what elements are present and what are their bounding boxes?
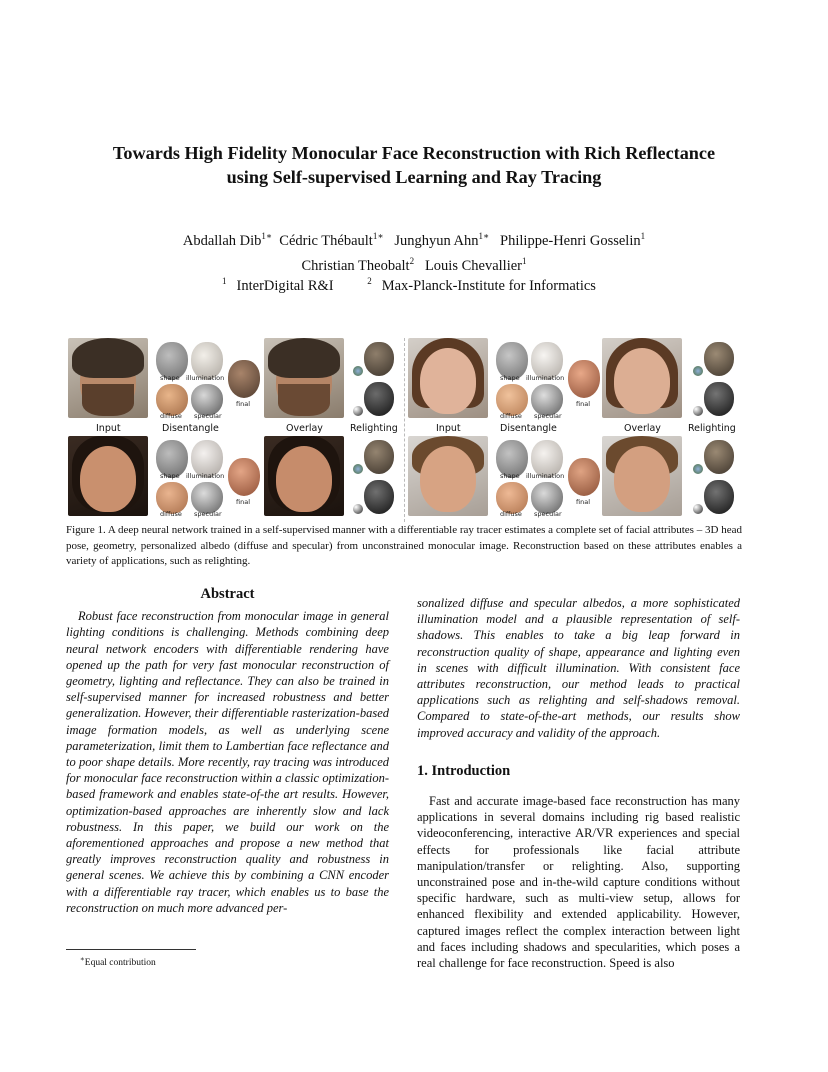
- figure-panel-top-right: [408, 338, 741, 428]
- overlay-caption: Overlay: [624, 423, 661, 434]
- input-caption: Input: [96, 423, 121, 434]
- figure-divider: [404, 338, 406, 522]
- abstract-heading: Abstract: [200, 586, 255, 602]
- relighting-caption: Relighting: [350, 423, 398, 434]
- relit-render: [364, 480, 394, 514]
- illumination-label: illumination: [526, 472, 565, 480]
- input-photo: [408, 338, 488, 418]
- diffuse-label: diffuse: [500, 412, 522, 420]
- input-photo: [68, 436, 148, 516]
- env-map-sphere: [353, 406, 363, 416]
- relit-render: [704, 440, 734, 474]
- final-render: [568, 360, 600, 398]
- left-column: [66, 586, 389, 916]
- figure-panel-top-left: [66, 338, 399, 428]
- paper-title: Towards High Fidelity Monocular Face Reconstruction with Rich Reflectance using Self-supervised Learning and Ray Tracing: [112, 143, 716, 187]
- author: Philippe-Henri Gosselin$^1$: [500, 231, 646, 249]
- specular-label: specular: [194, 412, 222, 420]
- relit-render: [364, 440, 394, 474]
- specular-label: specular: [534, 510, 562, 518]
- shape-label: shape: [500, 472, 520, 480]
- disentangle-caption: Disentangle: [162, 423, 219, 434]
- section-heading-introduction: 1. Introduction: [417, 762, 511, 779]
- env-map-sphere: [353, 464, 363, 474]
- diffuse-label: diffuse: [160, 412, 182, 420]
- specular-label: specular: [194, 510, 222, 518]
- overlay-photo: [602, 436, 682, 516]
- diffuse-label: diffuse: [160, 510, 182, 518]
- env-map-sphere: [353, 366, 363, 376]
- shape-label: shape: [500, 374, 520, 382]
- figure-caption: Figure 1. A deep neural network trained in a self-supervised manner with a differentiable ray tracer estimates a complete set of facial attributes – 3D head pose, geometry, personalized albedo (diffuse and specular) from unconstrained monocular image. Reconstruction based on these attributes enables a variety of applications, such as relighting.: [66, 524, 742, 567]
- disentangle-caption: Disentangle: [500, 423, 557, 434]
- introduction-text: Fast and accurate image-based face reconstruction has many applications in several domains including rig based realistic videoconferencing, interactive AR/VR experiences and special effects for professionals like facial attribute manipulation/transfer or relighting. Also, supporting unconstrained pose and in-the-wild capture conditions without specific hardware, such as multi-view setup, allows for enhanced flexibility and extended applicability. However, captured images reflect the complex interaction between light and faces including shadows and specularities, which poses a real challenge for face reconstruction. Speed is also: [417, 794, 740, 971]
- shape-label: shape: [160, 374, 180, 382]
- abstract-text-continued: sonalized diffuse and specular albedos, a more sophisticated illumination model and a plausible representation of self-shadows. This enables to take a big leap forward in reconstruction quality of shape, appearance and lighting even in scenes with difficult illumination. With consistent face attributes reconstruction, our method leads to practical applications such as relighting and self-shadows removal. Compared to state-of-the-art methods, our results show improved accuracy and validity of the approach.: [417, 596, 740, 740]
- overlay-caption: Overlay: [286, 423, 323, 434]
- shape-label: shape: [160, 472, 180, 480]
- author: Junghyun Ahn$^{1∗}$: [394, 231, 490, 249]
- final-render: [228, 458, 260, 496]
- final-label: final: [576, 498, 591, 506]
- env-map-sphere: [693, 504, 703, 514]
- input-caption: Input: [436, 423, 461, 434]
- author: Louis Chevallier$^1$: [424, 255, 527, 274]
- specular-label: specular: [534, 412, 562, 420]
- author: Christian Theobalt$^2$: [301, 255, 415, 274]
- abstract-text: Robust face reconstruction from monocular image in general lighting conditions is challenging. Methods combining deep neural network encoders with differentiable rendering have opened up the path for very fast monocular reconstruction of geometry, lighting and reflectance. They can also be trained in self-supervised manner for increased robustness and better generalization. However, their differentiable rasterization-based image formation models, as well as underlying scene parameterization, limit them to Lambertian face reflectance and to poor shape details. More recently, ray tracing was introduced for monocular face reconstruction within a classic optimization-based framework and enables state-of-the art results. However, optimization-based approaches are inherently slow and lack robustness. In this paper, we build our work on the aforementioned approaches and propose a new method that greatly improves reconstruction quality and robustness in general scenes. We achieve this by combining a CNN encoder with a differentiable ray tracer, which enables us to base the reconstruction on much more advanced per-: [66, 609, 389, 915]
- overlay-photo: [264, 338, 344, 418]
- relit-render: [704, 480, 734, 514]
- right-column: [417, 595, 740, 971]
- relit-render: [704, 342, 734, 376]
- env-map-sphere: [693, 464, 703, 474]
- teaser-figure: [66, 338, 742, 522]
- author: Cédric Thébault$^{1∗}$: [279, 231, 384, 249]
- illumination-label: illumination: [186, 374, 225, 382]
- illumination-label: illumination: [526, 374, 565, 382]
- relit-render: [704, 382, 734, 416]
- affiliation: $^1$ InterDigital R&I: [222, 276, 334, 294]
- affiliations: [60, 276, 768, 295]
- env-map-sphere: [693, 366, 703, 376]
- input-photo: [68, 338, 148, 418]
- footnote-rule: [66, 949, 196, 950]
- env-map-sphere: [353, 504, 363, 514]
- env-map-sphere: [693, 406, 703, 416]
- overlay-photo: [602, 338, 682, 418]
- relit-render: [364, 382, 394, 416]
- footnote: ∗Equal contribution: [80, 955, 156, 969]
- affiliation: $^2$ Max-Planck-Institute for Informatics: [367, 276, 596, 294]
- final-label: final: [576, 400, 591, 408]
- final-label: final: [236, 400, 251, 408]
- relit-render: [364, 342, 394, 376]
- relighting-caption: Relighting: [688, 423, 736, 434]
- final-render: [568, 458, 600, 496]
- author: Abdallah Dib$^{1∗}$: [182, 231, 273, 249]
- figure-panel-bottom-right: [408, 436, 741, 526]
- overlay-photo: [264, 436, 344, 516]
- diffuse-label: diffuse: [500, 510, 522, 518]
- illumination-label: illumination: [186, 472, 225, 480]
- author-list: [60, 226, 768, 276]
- final-label: final: [236, 498, 251, 506]
- final-render: [228, 360, 260, 398]
- figure-panel-bottom-left: [66, 436, 399, 526]
- input-photo: [408, 436, 488, 516]
